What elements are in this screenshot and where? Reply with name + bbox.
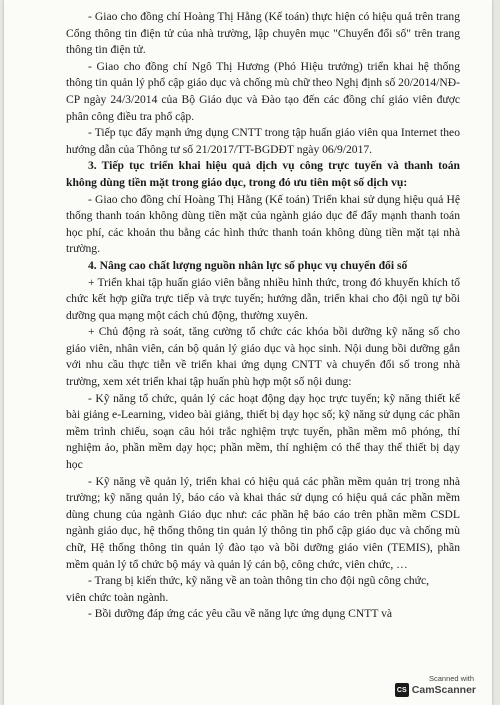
paragraph: - Giao cho đồng chí Ngô Thị Hương (Phó Hiệu trưởng) triển khai hệ thống thông tin quản lý phổ cập giáo dục và chống mù chữ theo Nghị định số 20/2014/NĐ-CP ngày 24/3/2014 của Bộ Giáo dục và Đào tạo đến các đồng chí giáo viên được phân công điều tra phổ cập. [66, 59, 460, 123]
paragraph: + Triển khai tập huấn giáo viên bằng nhiều hình thức, trong đó khuyến khích tổ chức kết hợp giữa trực tiếp và trực tuyến; hướng dẫn, triển khai cho đội ngũ tự bồi dưỡng qua mạng một cách chủ động, thường xuyên. [66, 275, 460, 322]
paragraph: - Bồi dưỡng đáp ứng các yêu cầu về năng lực ứng dụng CNTT và [88, 607, 393, 621]
paragraph: + Chủ động rà soát, tăng cường tổ chức các khóa bồi dưỡng kỹ năng số cho giáo viên, nhân viên, cán bộ quản lý giáo dục và học sinh. Nội dung bồi dưỡng gắn với nhu cầu thực tiễn về triển khai ứng dụng CNTT và chuyển đổi số trong nhà trường, xem xét triển khai tập huấn phù hợp một số nội dung: [66, 325, 460, 389]
camscanner-logo-icon: CS [395, 683, 409, 697]
scanner-watermark [395, 674, 476, 697]
section-heading: 4. Nâng cao chất lượng nguồn nhân lực số phục vụ chuyển đổi số [88, 258, 408, 272]
paragraph: viên chức toàn ngành. [66, 590, 169, 604]
paragraph: - Tiếp tục đẩy mạnh ứng dụng CNTT trong tập huấn giáo viên qua Internet theo hướng dẫn của Thông tư số 21/2017/TT-BGDĐT ngày 06/9/2017. [66, 126, 460, 156]
paragraph: - Kỹ năng tổ chức, quản lý các hoạt động dạy học trực tuyến; kỹ năng thiết kế bài giảng e-Learning, video bài giảng, thiết bị dạy học số; kỹ năng sử dụng các phần mềm trình chiếu, soạn câu hỏi trắc nghiệm trực tuyến, phần mềm mô phỏng, thí nghiệm ảo, phần mềm dạy học; phần mềm, thí nghiệm có thể thay thế thiết bị dạy học [66, 391, 460, 472]
paragraph: - Kỹ năng về quản lý, triển khai có hiệu quả các phần mềm quản trị trong nhà trường; kỹ năng quản lý, báo cáo và khai thác sử dụng có hiệu quả các phần mềm dùng chung của ngành Giáo dục như: các phần hệ báo cáo trên phần mềm CSDL ngành giáo dục, hệ thống thông tin quản lý thông tin phổ cập giáo dục và chống mù chữ, Hệ thống thông tin quản lý đào tạo và bồi dưỡng giáo viên (TEMIS), phần mềm quản lý tổ chức bộ máy và quản lý cán bộ, công chức, viên chức, … [66, 474, 460, 571]
brand-name: CamScanner [411, 684, 476, 696]
paragraph: - Giao cho đồng chí Hoàng Thị Hằng (Kế toán) thực hiện có hiệu quả trên trang Cổng thông tin điện tử của nhà trường, lập chuyên mục "Chuyển đổi số" trên trang thông tin điện tử. [66, 10, 460, 57]
document-body [66, 9, 460, 623]
scanned-with-label: Scanned with [428, 674, 474, 683]
section-heading: 3. Tiếp tục triển khai hiệu quả dịch vụ công trực tuyến và thanh toán không dùng tiền mặt trong giáo dục, trong đó ưu tiên một số dịch vụ: [66, 159, 460, 189]
paragraph: - Trang bị kiến thức, kỹ năng về an toàn thông tin cho đội ngũ công chức, [88, 574, 430, 588]
document-page [4, 0, 492, 705]
scanner-brand [395, 683, 476, 697]
paragraph: - Giao cho đồng chí Hoàng Thị Hằng (Kế toán) Triển khai sử dụng hiệu quả Hệ thống thanh toán không dùng tiền mặt của ngành giáo dục để đẩy mạnh thanh toán học phí, các khoản thu bằng các hình thức thanh toán không dùng tiền mặt tại nhà trường. [66, 192, 460, 256]
